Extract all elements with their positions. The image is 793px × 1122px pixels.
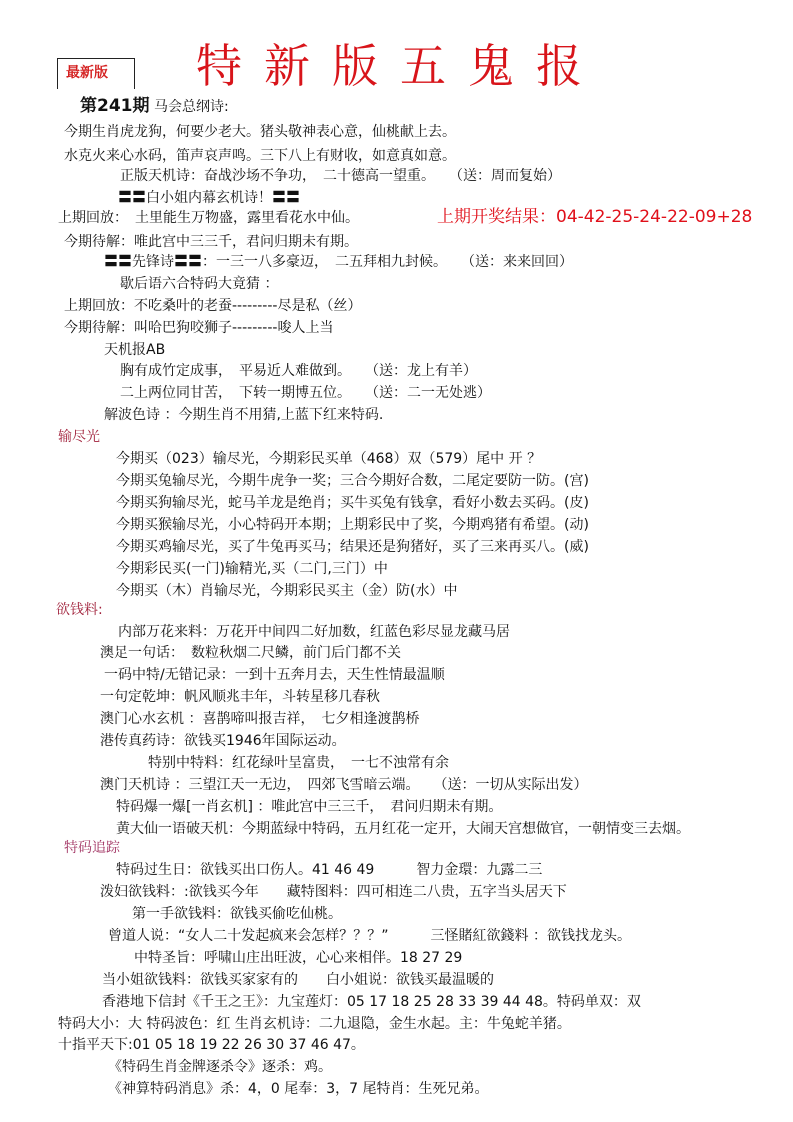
text-line: 《神算特码消息》杀：4，0 尾奉：3，7 尾特肖：生死兄弟。: [108, 1081, 489, 1097]
text-line: 香港地下信封《千王之王》：九宝莲灯：05 17 18 25 28 33 39 44 48。特码单双：双: [102, 994, 641, 1010]
text-line: 特码大小：大 特码波色：红 生肖玄机诗：二九退隐，金生水起。主：牛兔蛇羊猪。: [58, 1016, 571, 1032]
text-line: 澳足一句话： 数粒秋烟二尺鳞，前门后门都不关: [100, 645, 401, 661]
text-line: 今期生肖虎龙狗，何要少老大。猪头敬神表心意，仙桃献上去。: [64, 124, 456, 140]
text-line: 泼妇欲钱料：:欲钱买今年 藏特图料：四可相连二八贵，五字当头居天下: [100, 884, 567, 900]
text-line: 今期彩民买(一门)输精光,买（二门,三门）中: [116, 561, 388, 577]
text-line: 一码中特/无错记录：一到十五奔月去，天生性情最温顺: [104, 667, 445, 683]
text-line: 十指平天下:01 05 18 19 22 26 30 37 46 47。: [58, 1037, 365, 1053]
issue-heading: [80, 96, 229, 117]
last-result-numbers: 04-42-25-24-22-09+28: [556, 207, 753, 227]
text-line: 港传真药诗：欲钱买1946年国际运动。: [100, 733, 346, 749]
text-line: 澳门心水玄机 ：喜鹊啼叫报吉祥， 七夕相逢渡鹊桥: [100, 711, 420, 727]
issue-number: 第241期: [80, 96, 150, 116]
text-line: 正版天机诗：奋战沙场不争功， 二十德高一望重。 （送：周而复始）: [120, 168, 561, 184]
text-line: 胸有成竹定成事， 平易近人难做到。 （送：龙上有羊）: [120, 363, 477, 379]
text-line: 第一手欲钱料：欲钱买偷吃仙桃。: [132, 906, 342, 922]
text-line: 中特圣旨：呼啸山庄出旺波，心心来相伴。18 27 29: [134, 950, 463, 966]
text-line: 今期买狗输尽光，蛇马羊龙是绝肖；买牛买兔有钱拿，看好小数去买码。(皮): [116, 495, 589, 511]
text-line: 〓〓白小姐内幕玄机诗！〓〓: [118, 190, 300, 206]
badge-text: 最新版: [66, 65, 108, 81]
section-want-money: 欲钱料:: [56, 602, 103, 618]
text-line: 今期待解：唯此宫中三三千，君问归期未有期。: [64, 234, 358, 250]
text-line: 上期回放：不吃桑叶的老蚕---------尽是私（丝）: [64, 298, 362, 314]
text-line: 解波色诗 ：今期生肖不用猜,上蓝下红来特码.: [104, 407, 384, 423]
issue-subtitle: 马会总纲诗:: [153, 99, 229, 115]
last-result: [437, 207, 752, 227]
text-line: 水克火来心水码，笛声哀声鸣。三下八上有财收，如意真如意。: [64, 148, 456, 164]
text-line: 今期买鸡输尽光，买了牛兔再买马；结果还是狗猪好，买了三来再买八。(威): [116, 539, 589, 555]
text-line: 曾道人说：“女人二十发起疯来会怎样？？？” 三怪賭紅欲錢料 ：欲钱找龙头。: [108, 928, 631, 944]
section-lose-all: 输尽光: [58, 429, 100, 445]
text-line: 《特码生肖金牌逐杀令》逐杀：鸡。: [108, 1059, 332, 1075]
text-line: 特别中特料：红花绿叶呈富贵， 一七不浊常有余: [148, 755, 449, 771]
text-line: 特码过生日：欲钱买出口伤人。41 46 49 智力金環：九露二三: [116, 862, 543, 878]
text-line: 澳门天机诗 ：三望江天一无边， 四郊飞雪暗云端。 （送：一切从实际出发）: [100, 777, 588, 793]
text-line: 上期回放： 土里能生万物盛，露里看花水中仙。: [58, 210, 359, 226]
text-line: 今期买兔输尽光，今期牛虎争一奖；三合今期好合数，二尾定要防一防。(宫): [116, 473, 589, 489]
section-tracking: 特码追踪: [64, 840, 120, 856]
text-line: 二上两位同甘苦， 下转一期博五位。 （送：二一无处逃）: [120, 385, 491, 401]
text-line: 一句定乾坤：帆风顺兆丰年，斗转星移几春秋: [100, 689, 380, 705]
badge-box: [57, 58, 135, 89]
text-line: 歇后语六合特码大竟猜 ：: [120, 276, 279, 292]
page-title: 特新版五鬼报: [196, 39, 604, 93]
text-line: 今期买猴输尽光，小心特码开本期；上期彩民中了奖，今期鸡猪有希望。(动): [116, 517, 589, 533]
text-line: 黄大仙一语破天机：今期蓝绿中特码，五月红花一定开，大闹天宫想做官，一朝情变三去烟。: [116, 821, 690, 837]
text-line: 今期待解：叫哈巴狗咬狮子---------唆人上当: [64, 320, 334, 336]
text-line: 特码爆一爆[一肖玄机] ：唯此宫中三三千， 君问归期未有期。: [116, 799, 503, 815]
text-line: 今期买（木）肖输尽光，今期彩民买主（金）防(水）中: [116, 583, 458, 599]
text-line: 内部万花来料：万花开中间四二好加数，红蓝色彩尽显龙藏马居: [118, 624, 510, 640]
last-result-label: 上期开奖结果：: [437, 207, 556, 227]
text-line: 〓〓先锋诗〓〓：一三一八多豪迈， 二五拜相九封候。 （送：来来回回）: [104, 254, 573, 270]
text-line: 当小姐欲钱料：欲钱买家家有的 白小姐说：欲钱买最温暖的: [102, 972, 494, 988]
text-line: 今期买（023）输尽光，今期彩民买单（468）双（579）尾中 开 ？: [116, 451, 542, 467]
text-line: 天机报AB: [104, 342, 166, 358]
